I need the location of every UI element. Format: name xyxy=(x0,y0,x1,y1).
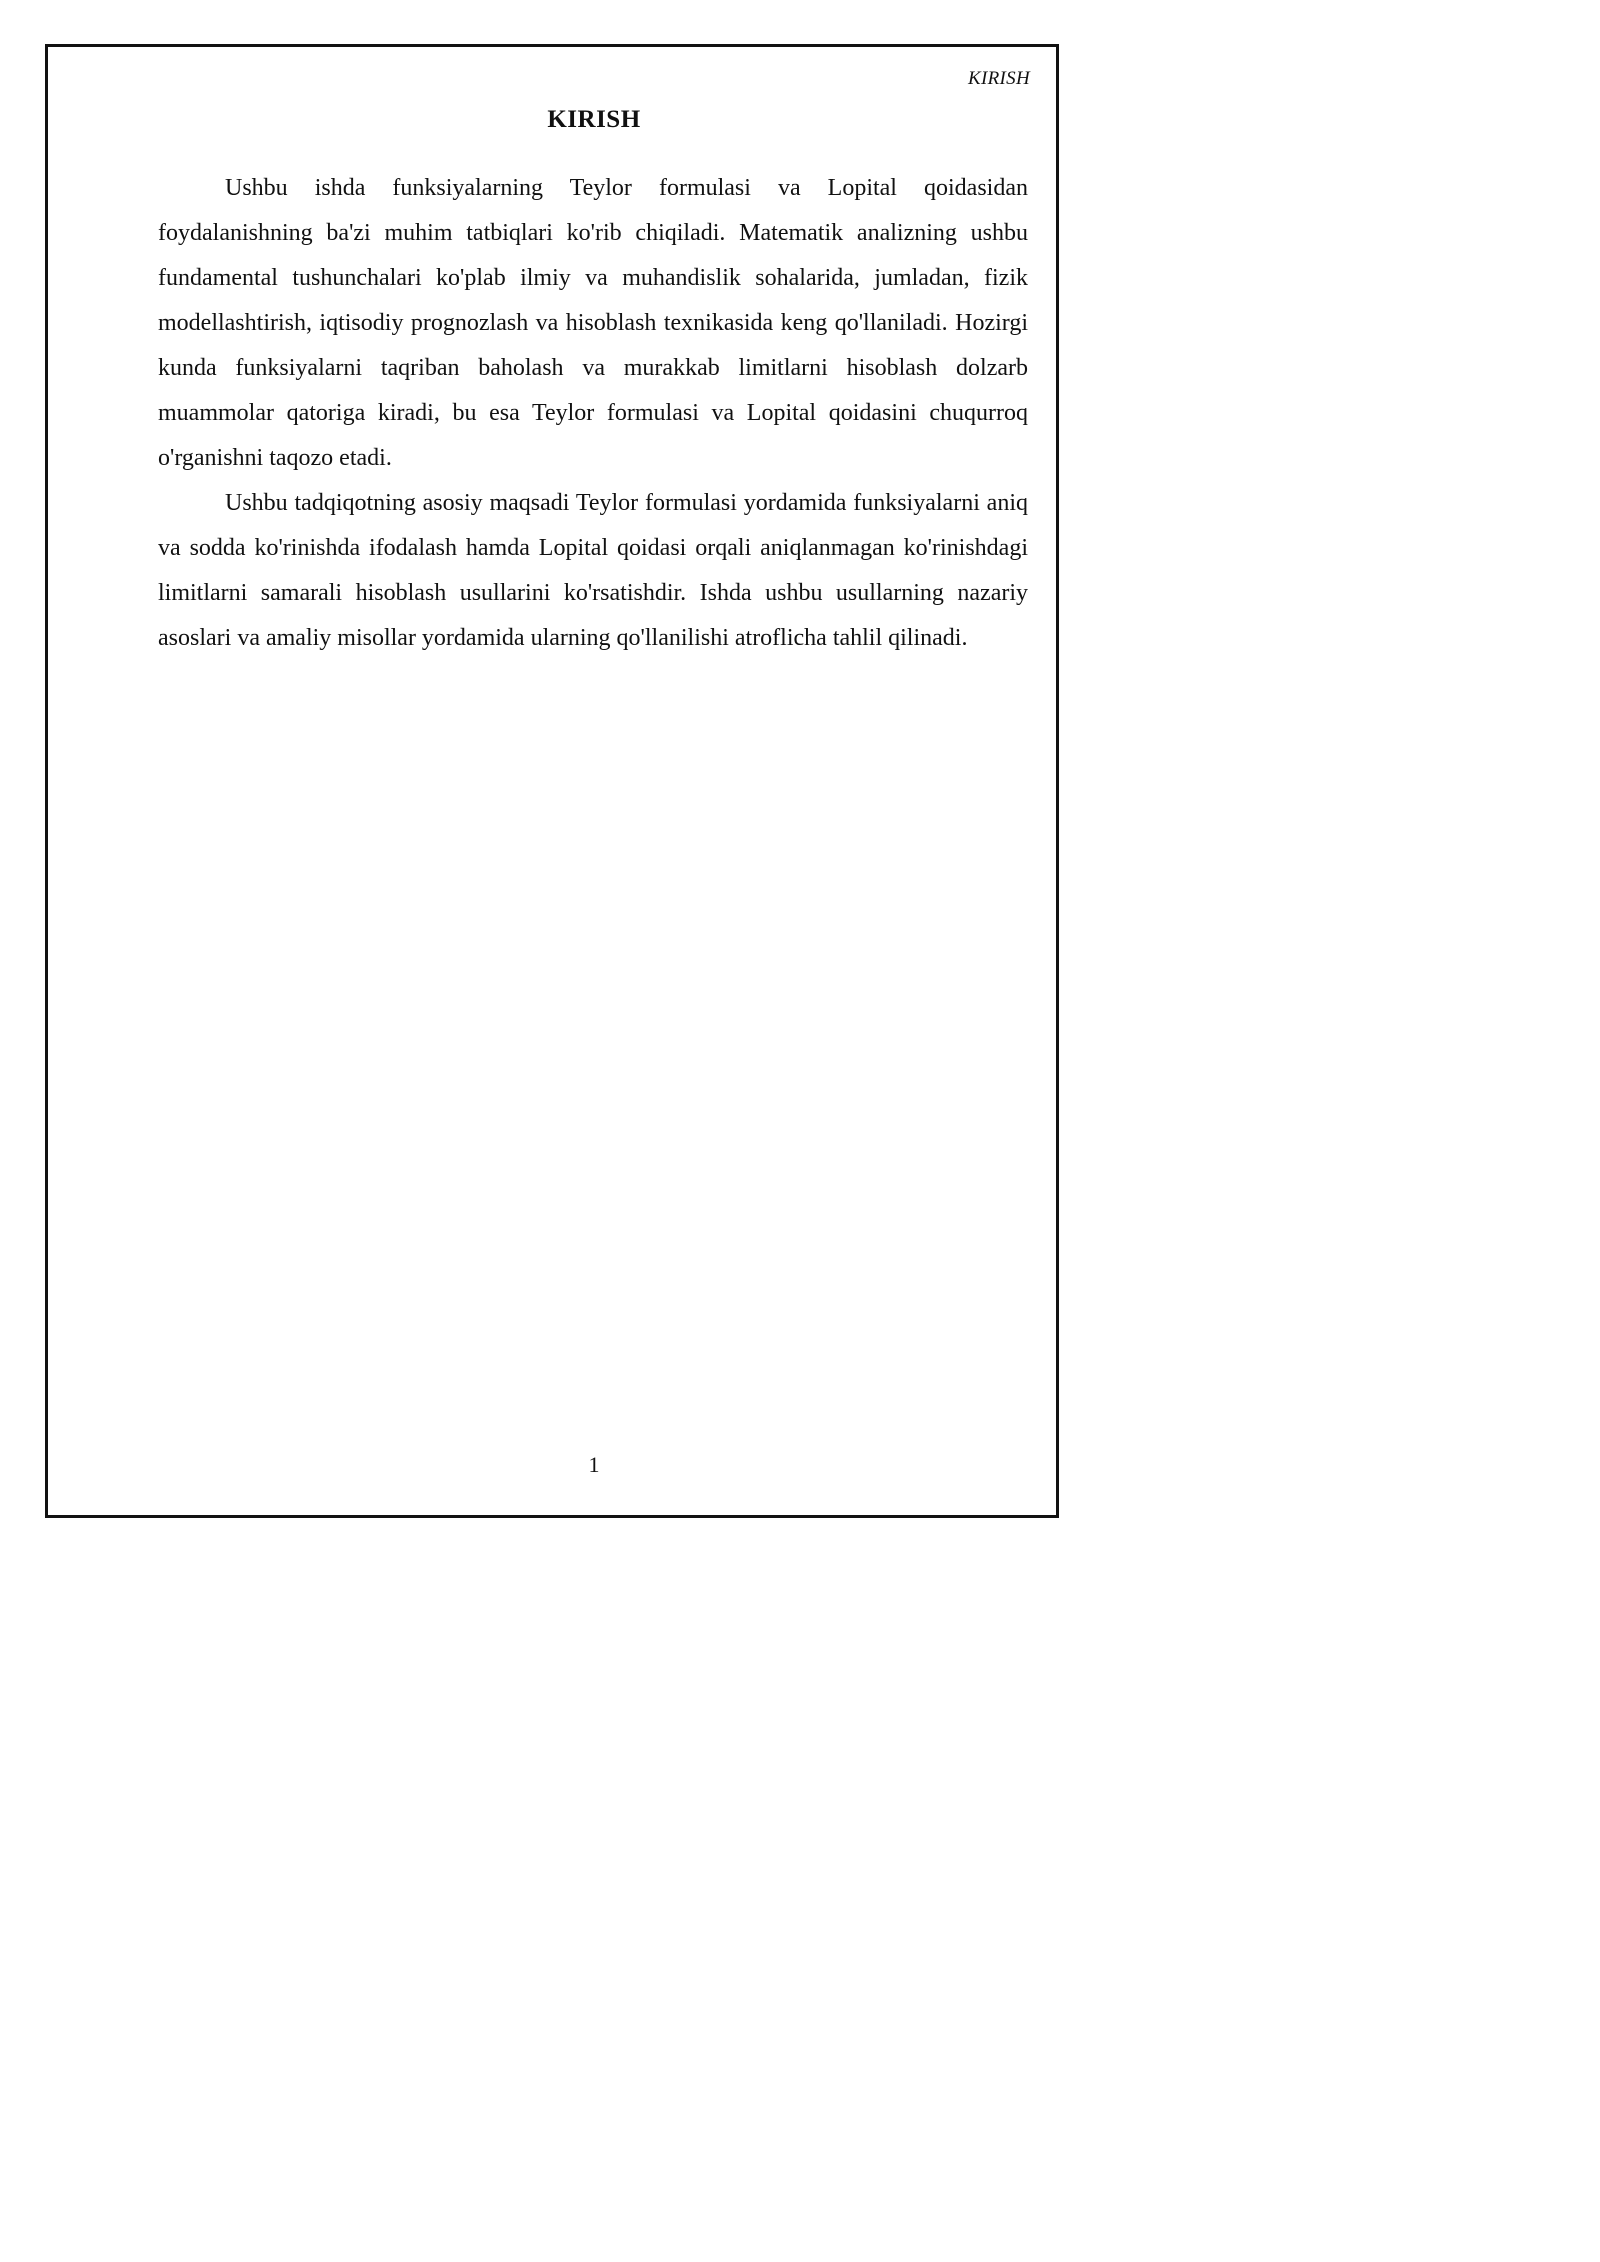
page-title: KIRISH xyxy=(547,106,641,133)
page-number: 1 xyxy=(588,1452,600,1477)
paragraph-2: Ushbu tadqiqotning asosiy maqsadi Teylor formulasi yordamida funksiyalarni aniq va sodda ko'rinishda ifodalash hamda Lopital qoidasi orqali aniqlanmagan ko'rinishdagi limitlarni samarali hisoblash usullarini ko'rsatishdir. Ishda ushbu usullarning nazariy asoslari va amaliy misollar yordamida ularning qo'llanilishi atroflicha tahlil qilinadi. xyxy=(158,490,1028,651)
paragraph-1: Ushbu ishda funksiyalarning Teylor formulasi va Lopital qoidasidan foydalanishning ba'zi muhim tatbiqlari ko'rib chiqiladi. Matematik analizning ushbu fundamental tushunchalari ko'plab ilmiy va muhandislik sohalarida, jumladan, fizik modellashtirish, iqtisodiy prognozlash va hisoblash texnikasida keng qo'llaniladi. Hozirgi kunda funksiyalarni taqriban baholash va murakkab limitlarni hisoblash dolzarb muammolar qatoriga kiradi, bu esa Teylor formulasi va Lopital qoidasini chuqurroq o'rganishni taqozo etadi. xyxy=(158,175,1028,471)
running-header: KIRISH xyxy=(968,68,1030,89)
body-text xyxy=(158,166,1028,661)
